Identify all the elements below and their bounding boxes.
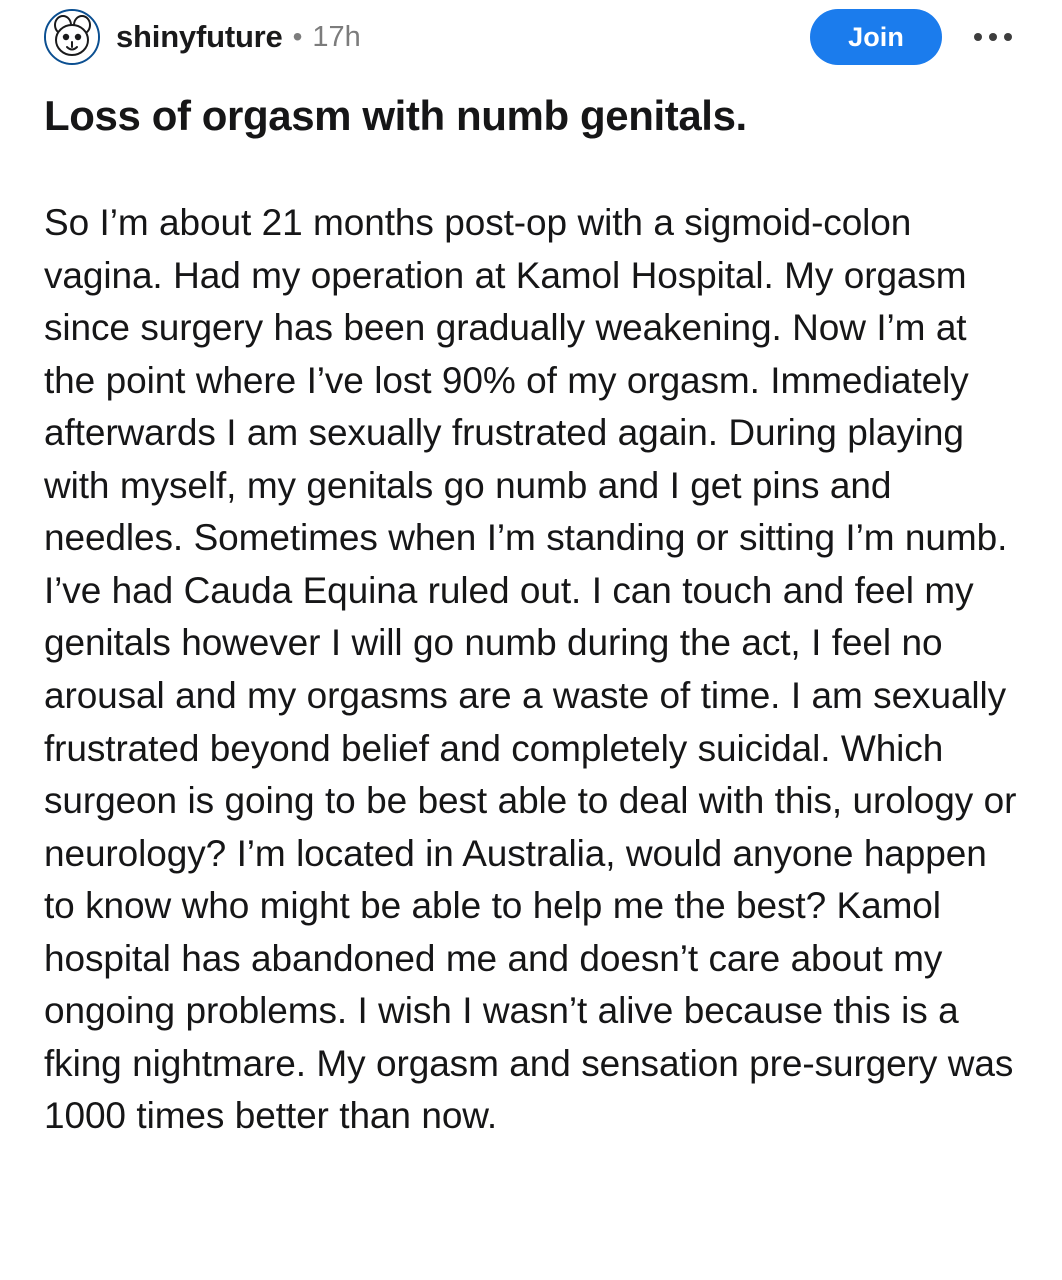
dot-3 [1004,33,1012,41]
more-options-dots [974,33,1012,41]
post-title: Loss of orgasm with numb genitals. [44,92,747,139]
post-header [44,0,1018,68]
post-body-text: So I’m about 21 months post-op with a sigmoid-colon vagina. Had my operation at Kamol Hospital. My orgasm since surgery has been gradually weakening. Now I’m at the point where I’ve lost 90% of my orgasm. Immediately afterwards I am sexually frustrated again. During playing with myself, my genitals go numb and I get pins and needles. Sometimes when I’m standing or sitting I’m numb. I’ve had Cauda Equina ruled out. I can touch and feel my genitals however I will go numb during the act, I feel no arousal and my orgasms are a waste of time. I am sexually frustrated beyond belief and completely suicidal. Which surgeon is going to be best able to deal with this, urology or neurology? I’m located in Australia, would anyone happen to know who might be able to help me the best? Kamol hospital has abandoned me and doesn’t care about my ongoing problems. I wish I wasn’t alive because this is a fking nightmare. My orgasm and sensation pre-surgery was 1000 times better than now. [44,202,1017,1137]
more-options-icon[interactable] [970,14,1016,60]
meta-separator: • [292,21,303,52]
subreddit-avatar-icon[interactable] [44,9,100,65]
post-timestamp: 17h [312,20,361,53]
subreddit-name[interactable]: shinyfuture [116,19,283,54]
dot-1 [974,33,982,41]
join-button[interactable]: Join [810,9,942,65]
dot-2 [989,33,997,41]
